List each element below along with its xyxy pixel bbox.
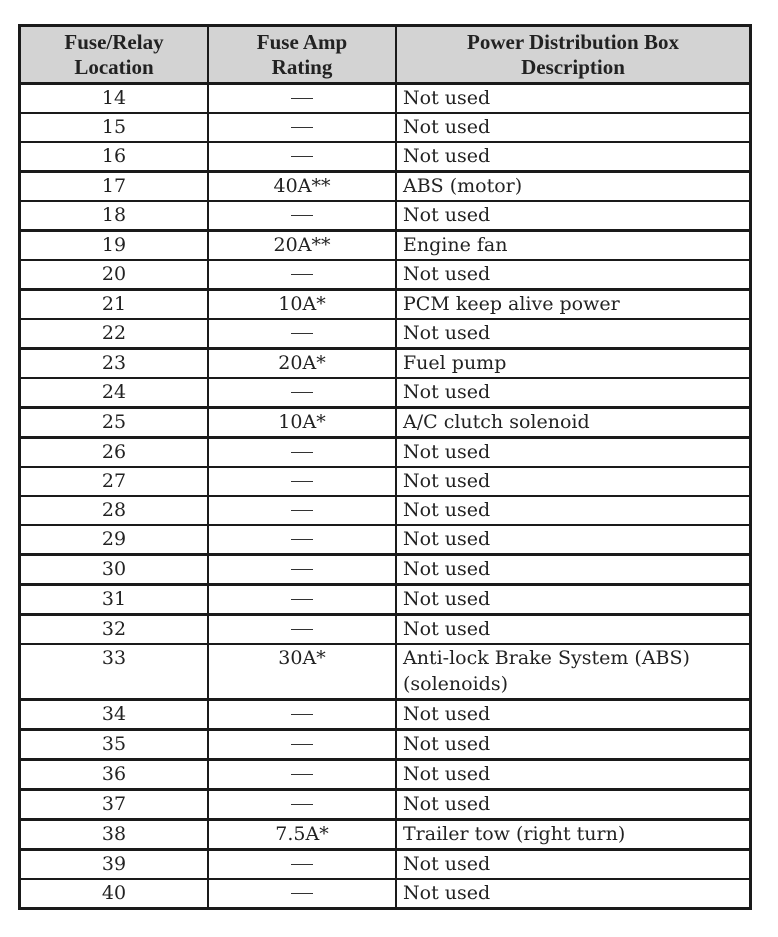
cell-rating (208, 760, 396, 790)
cell-rating (208, 879, 396, 909)
cell-rating: 10A* (208, 408, 396, 438)
cell-description: Not used (396, 555, 751, 585)
cell-rating (208, 378, 396, 408)
cell-location: 24 (20, 378, 209, 408)
em-dash-icon (291, 98, 313, 99)
em-dash-icon (291, 510, 313, 511)
cell-location: 20 (20, 260, 209, 290)
cell-location: 17 (20, 172, 209, 202)
table-row (20, 438, 751, 468)
cell-rating (208, 201, 396, 231)
table-row (20, 730, 751, 760)
cell-location: 19 (20, 231, 209, 261)
cell-description: Engine fan (396, 231, 751, 261)
cell-rating (208, 585, 396, 615)
table-row (20, 760, 751, 790)
cell-location: 31 (20, 585, 209, 615)
cell-description: Not used (396, 113, 751, 142)
cell-description: Not used (396, 700, 751, 730)
fuse-relay-table (18, 24, 752, 910)
table-row (20, 84, 751, 114)
cell-description: Anti-lock Brake System (ABS) (solenoids) (396, 644, 751, 700)
em-dash-icon (291, 333, 313, 334)
cell-description: Not used (396, 467, 751, 496)
em-dash-icon (291, 599, 313, 600)
header-location-line1: Fuse/Relay (64, 30, 164, 54)
table-row (20, 142, 751, 172)
cell-location: 32 (20, 615, 209, 645)
cell-description: Not used (396, 760, 751, 790)
table-row (20, 850, 751, 880)
cell-location: 16 (20, 142, 209, 172)
header-description-line2: Description (521, 55, 625, 79)
cell-location: 29 (20, 525, 209, 555)
table-row (20, 525, 751, 555)
header-rating-line1: Fuse Amp (256, 30, 348, 54)
cell-rating (208, 525, 396, 555)
em-dash-icon (291, 156, 313, 157)
table-row (20, 555, 751, 585)
cell-description: Not used (396, 615, 751, 645)
cell-rating (208, 700, 396, 730)
table-row (20, 290, 751, 320)
em-dash-icon (291, 392, 313, 393)
cell-rating (208, 260, 396, 290)
em-dash-icon (291, 481, 313, 482)
table-row (20, 820, 751, 850)
em-dash-icon (291, 274, 313, 275)
cell-description: Fuel pump (396, 349, 751, 379)
table-row (20, 467, 751, 496)
header-location (20, 26, 209, 84)
cell-rating (208, 319, 396, 349)
table-row (20, 585, 751, 615)
table-body (20, 84, 751, 909)
cell-description: Not used (396, 84, 751, 114)
header-rating-line2: Rating (271, 55, 333, 79)
header-location-line2: Location (74, 55, 154, 79)
cell-rating (208, 790, 396, 820)
cell-description: Not used (396, 790, 751, 820)
cell-location: 15 (20, 113, 209, 142)
cell-location: 33 (20, 644, 209, 700)
cell-location: 39 (20, 850, 209, 880)
cell-rating (208, 84, 396, 114)
table-row (20, 790, 751, 820)
table-row (20, 879, 751, 909)
cell-location: 35 (20, 730, 209, 760)
cell-rating: 20A* (208, 349, 396, 379)
table-row (20, 172, 751, 202)
cell-location: 40 (20, 879, 209, 909)
cell-rating (208, 142, 396, 172)
em-dash-icon (291, 804, 313, 805)
table-row (20, 615, 751, 645)
cell-location: 21 (20, 290, 209, 320)
cell-rating (208, 730, 396, 760)
cell-rating (208, 555, 396, 585)
table-row (20, 319, 751, 349)
cell-description: Not used (396, 850, 751, 880)
cell-rating: 30A* (208, 644, 396, 700)
cell-description: Not used (396, 319, 751, 349)
cell-rating: 20A** (208, 231, 396, 261)
cell-description: Not used (396, 730, 751, 760)
table-row (20, 260, 751, 290)
cell-description: Not used (396, 525, 751, 555)
cell-description: Not used (396, 142, 751, 172)
cell-location: 28 (20, 496, 209, 525)
cell-location: 27 (20, 467, 209, 496)
em-dash-icon (291, 774, 313, 775)
em-dash-icon (291, 452, 313, 453)
cell-description: Not used (396, 496, 751, 525)
cell-description: Not used (396, 378, 751, 408)
cell-description: Not used (396, 438, 751, 468)
cell-location: 26 (20, 438, 209, 468)
em-dash-icon (291, 629, 313, 630)
em-dash-icon (291, 127, 313, 128)
cell-description: Trailer tow (right turn) (396, 820, 751, 850)
cell-location: 14 (20, 84, 209, 114)
em-dash-icon (291, 714, 313, 715)
em-dash-icon (291, 539, 313, 540)
cell-rating: 10A* (208, 290, 396, 320)
em-dash-icon (291, 744, 313, 745)
cell-description: PCM keep alive power (396, 290, 751, 320)
table-row (20, 201, 751, 231)
table-row (20, 378, 751, 408)
cell-rating: 7.5A* (208, 820, 396, 850)
cell-description: A/C clutch solenoid (396, 408, 751, 438)
cell-location: 23 (20, 349, 209, 379)
table-row (20, 113, 751, 142)
table-row (20, 408, 751, 438)
cell-location: 18 (20, 201, 209, 231)
cell-description: Not used (396, 201, 751, 231)
header-rating (208, 26, 396, 84)
table-row (20, 644, 751, 700)
cell-description: ABS (motor) (396, 172, 751, 202)
table-row (20, 231, 751, 261)
em-dash-icon (291, 893, 313, 894)
em-dash-icon (291, 569, 313, 570)
cell-rating (208, 615, 396, 645)
table-row (20, 349, 751, 379)
header-description (396, 26, 751, 84)
em-dash-icon (291, 864, 313, 865)
cell-location: 25 (20, 408, 209, 438)
cell-rating (208, 113, 396, 142)
cell-location: 34 (20, 700, 209, 730)
cell-location: 37 (20, 790, 209, 820)
table-row (20, 496, 751, 525)
cell-location: 30 (20, 555, 209, 585)
cell-rating (208, 850, 396, 880)
cell-description: Not used (396, 260, 751, 290)
cell-location: 22 (20, 319, 209, 349)
cell-rating (208, 467, 396, 496)
cell-location: 36 (20, 760, 209, 790)
cell-location: 38 (20, 820, 209, 850)
header-description-line1: Power Distribution Box (467, 30, 679, 54)
cell-rating (208, 438, 396, 468)
header-row (20, 26, 751, 84)
em-dash-icon (291, 215, 313, 216)
cell-rating: 40A** (208, 172, 396, 202)
cell-description: Not used (396, 879, 751, 909)
cell-description: Not used (396, 585, 751, 615)
table-row (20, 700, 751, 730)
cell-rating (208, 496, 396, 525)
